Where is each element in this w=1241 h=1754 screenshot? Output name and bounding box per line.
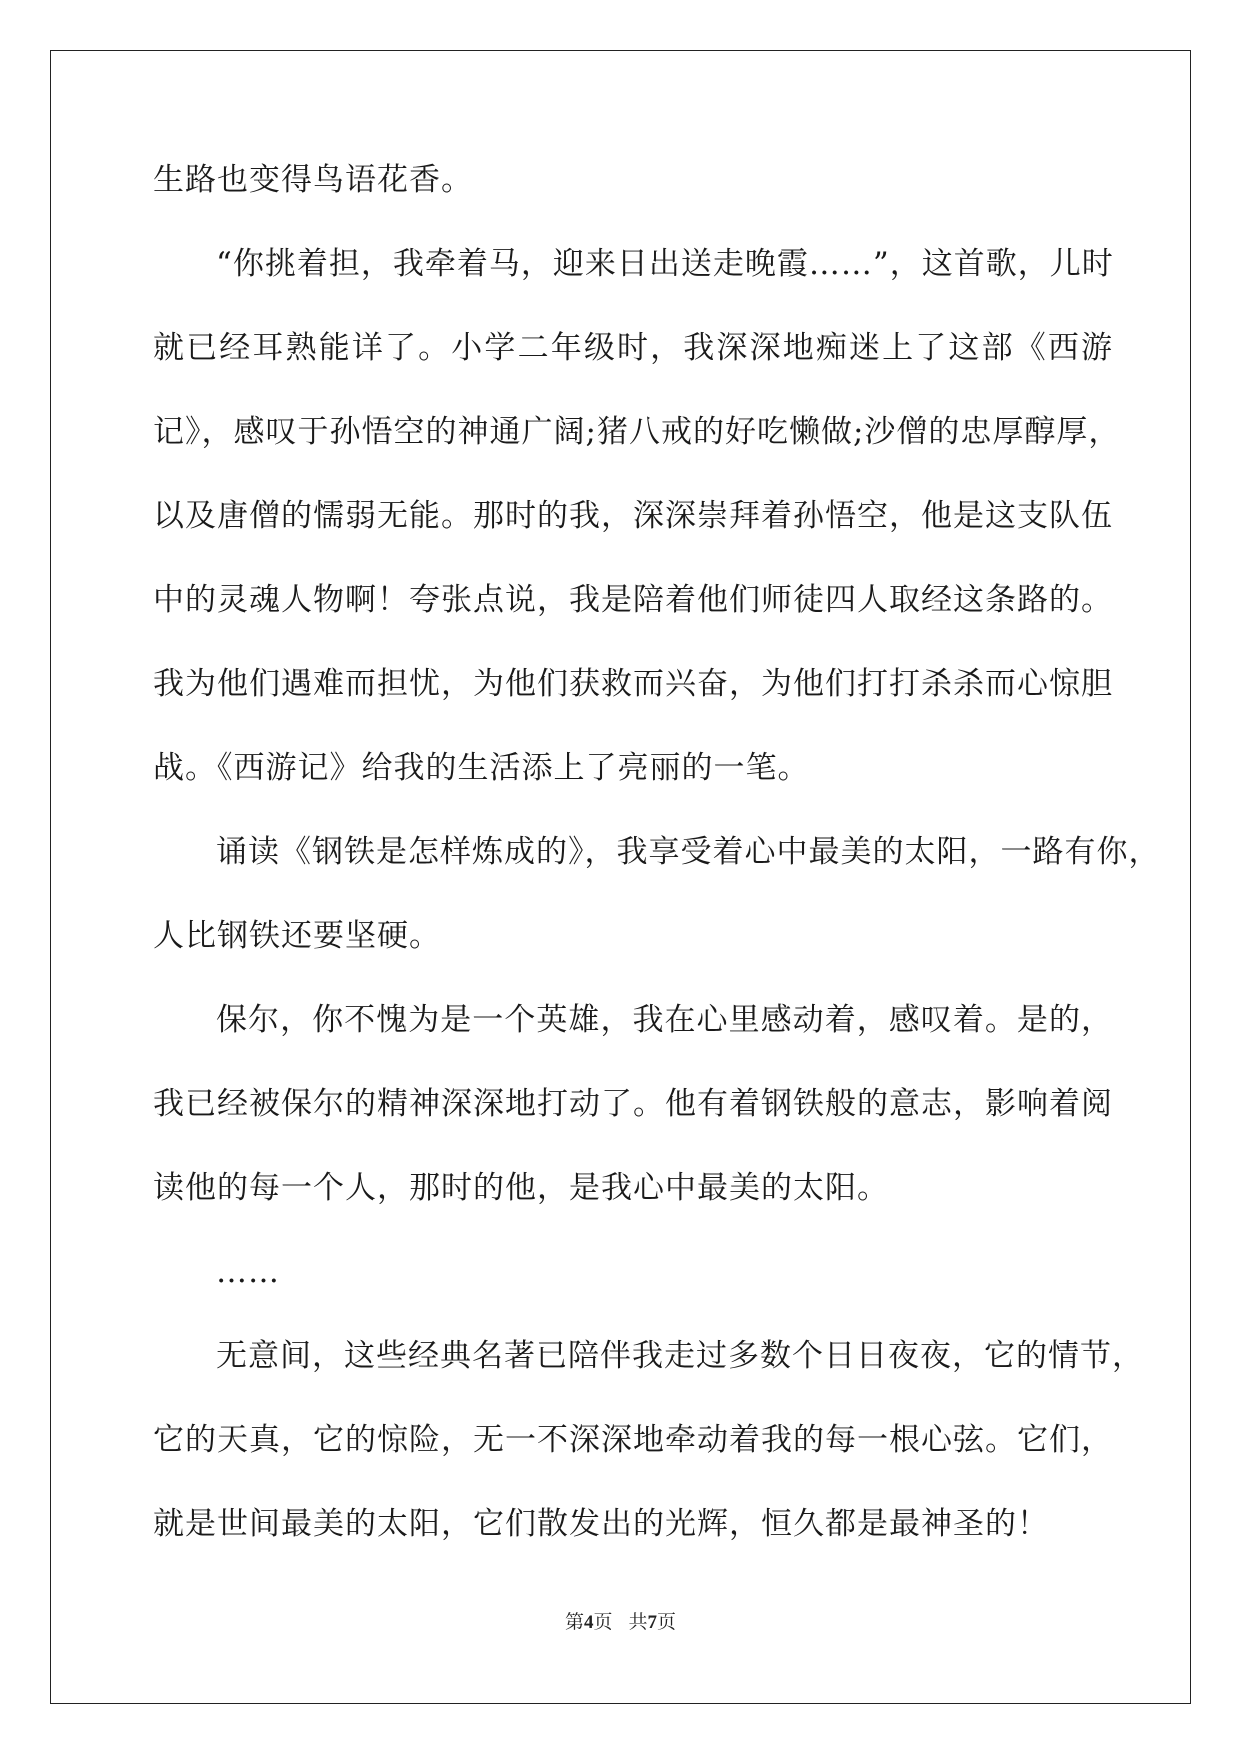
text-line: 就已经耳熟能详了。小学二年级时，我深深地痴迷上了这部《西游 xyxy=(153,330,1113,366)
document-body xyxy=(153,160,1161,1588)
total-prefix: 共 xyxy=(628,1612,648,1633)
text-line: 中的灵魂人物啊！夸张点说，我是陪着他们师徒四人取经这条路的。 xyxy=(153,582,1113,618)
text-line: 记》，感叹于孙悟空的神通广阔;猪八戒的好吃懒做;沙僧的忠厚醇厚， xyxy=(153,414,1121,450)
text-line: 战。《西游记》给我的生活添上了亮丽的一笔。 xyxy=(153,750,810,786)
text-line: 人比钢铁还要坚硬。 xyxy=(153,918,441,954)
page-prefix: 第 xyxy=(564,1612,584,1633)
page-number: 4 xyxy=(583,1612,594,1633)
page-footer xyxy=(0,1607,1241,1634)
text-line: 就是世间最美的太阳，它们散发出的光辉，恒久都是最神圣的！ xyxy=(153,1506,1049,1542)
page-suffix: 页 xyxy=(593,1612,613,1633)
text-line: 诵读《钢铁是怎样炼成的》，我享受着心中最美的太阳，一路有你， xyxy=(216,834,1161,870)
text-line: …… xyxy=(216,1254,280,1290)
text-line: 保尔，你不愧为是一个英雄，我在心里感动着，感叹着。是的， xyxy=(216,1002,1113,1038)
text-line: 生路也变得鸟语花香。 xyxy=(153,162,473,198)
text-line: 我为他们遇难而担忧，为他们获救而兴奋，为他们打打杀杀而心惊胆 xyxy=(153,666,1113,702)
total-pages: 7 xyxy=(647,1612,658,1633)
text-line: 读他的每一个人，那时的他，是我心中最美的太阳。 xyxy=(153,1170,889,1206)
total-suffix: 页 xyxy=(657,1612,677,1633)
text-line: 以及唐僧的懦弱无能。那时的我，深深崇拜着孙悟空，他是这支队伍 xyxy=(153,498,1113,534)
text-line: 我已经被保尔的精神深深地打动了。他有着钢铁般的意志，影响着阅 xyxy=(153,1086,1113,1122)
text-line: 它的天真，它的惊险，无一不深深地牵动着我的每一根心弦。它们， xyxy=(153,1422,1113,1458)
text-line: 无意间，这些经典名著已陪伴我走过多数个日日夜夜，它的情节， xyxy=(216,1338,1144,1374)
text-line: “你挑着担，我牵着马，迎来日出送走晚霞……”，这首歌，儿时 xyxy=(216,246,1114,282)
